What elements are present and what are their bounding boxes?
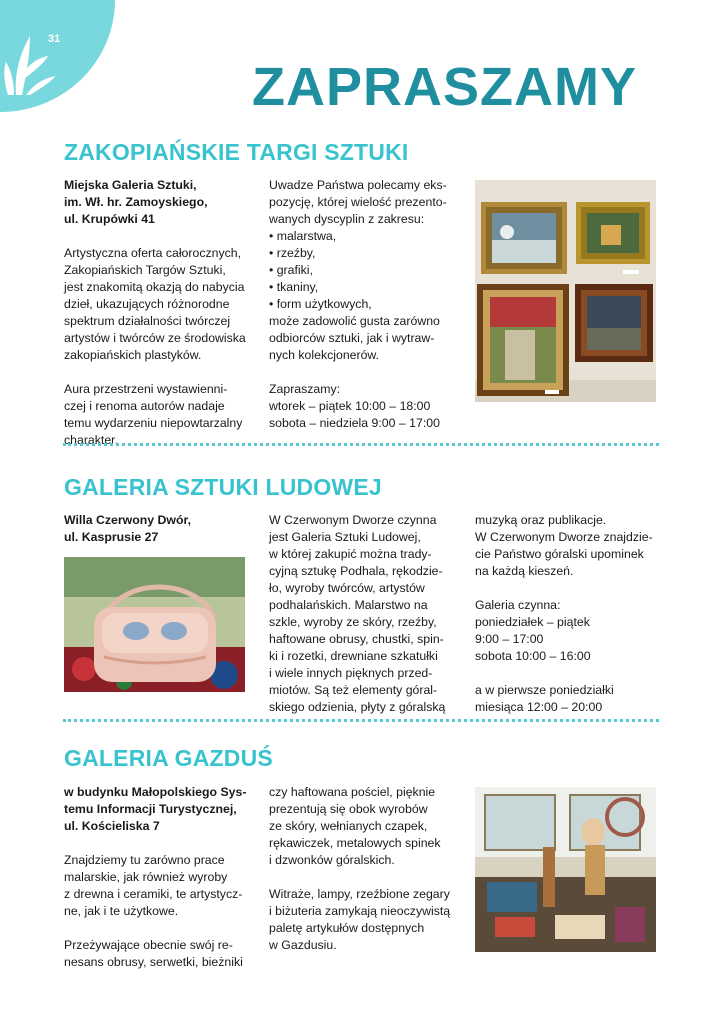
text-line: pozycję, której wielość prezento-: [269, 195, 447, 209]
text-line: zakopiańskich plastyków.: [64, 348, 202, 362]
section-3-column-2: [269, 784, 464, 954]
section-title-galeria-sztuki-ludowej: GALERIA SZTUKI LUDOWEJ: [64, 474, 382, 500]
section-title-galeria-gazdus: GALERIA GAZDUŚ: [64, 745, 273, 771]
text-line: i biżuteria zamykają nieoczywistą: [269, 904, 451, 918]
text-line: w której zakupić można trady-: [269, 547, 432, 561]
text-line: nych kolekcjonerów.: [269, 348, 380, 362]
text-line: cie Państwo góralski upominek: [475, 547, 644, 561]
address-line: ul. Kasprusie 27: [64, 530, 159, 544]
photo-shop-interior: [475, 787, 656, 952]
text-line: haftowane obrusy, chustki, spin-: [269, 632, 444, 646]
address-line: temu Informacji Turystycznej,: [64, 802, 237, 816]
section-3-column-1: [64, 784, 254, 971]
page-number: 31: [48, 33, 61, 45]
text-line: Zapraszamy:: [269, 382, 341, 396]
photo-folk-handbag: [64, 557, 245, 692]
text-line: na każdą kieszeń.: [475, 564, 574, 578]
text-line: dzieł, ukazujących różnorodne: [64, 297, 230, 311]
text-line: w Gazdusiu.: [269, 938, 337, 952]
text-line: W Czerwonym Dworze czynna: [269, 513, 437, 527]
text-line: z drewna i ceramiki, te artystycz-: [64, 887, 243, 901]
opening-hours: miesiąca 12:00 – 20:00: [475, 700, 603, 714]
text-line: ki i rozetki, drewniane szkatułki: [269, 649, 438, 663]
section-2-column-3: [475, 512, 675, 716]
text-line: jest Galeria Sztuki Ludowej,: [269, 530, 421, 544]
list-item: • malarstwa,: [269, 229, 337, 243]
text-line: Znajdziemy tu zarówno prace: [64, 853, 225, 867]
text-line: Witraże, lampy, rzeźbione zegary: [269, 887, 450, 901]
text-line: jest znakomitą okazją do nabycia: [64, 280, 245, 294]
text-line: Artystyczna oferta całorocznych,: [64, 246, 242, 260]
text-line: szkle, wyroby ze skóry, rzeźby,: [269, 615, 437, 629]
section-1-column-1: [64, 177, 254, 449]
address-line: Willa Czerwony Dwór,: [64, 513, 191, 527]
section-2-column-2: [269, 512, 464, 716]
list-item: • tkaniny,: [269, 280, 319, 294]
text-line: ło, wyroby twórców, artystów: [269, 581, 425, 595]
photo-framed-paintings: [475, 180, 656, 402]
text-line: ne, jak i te użytkowe.: [64, 904, 179, 918]
text-line: wanych dyscyplin z zakresu:: [269, 212, 425, 226]
text-line: rękawiczek, metalowych spinek: [269, 836, 441, 850]
text-line: nesans obrusy, serwetki, bieżniki: [64, 955, 243, 969]
opening-hours: sobota 10:00 – 16:00: [475, 649, 591, 663]
address-line: ul. Krupówki 41: [64, 212, 155, 226]
text-line: cyjną sztukę Podhala, rękodzie-: [269, 564, 443, 578]
text-line: malarskie, jak również wyroby: [64, 870, 228, 884]
text-line: Galeria czynna:: [475, 598, 561, 612]
text-line: skiego odzienia, płyty z góralską: [269, 700, 446, 714]
text-line: spektrum działalności twórczej: [64, 314, 231, 328]
text-line: czy haftowana pościel, pięknie: [269, 785, 436, 799]
list-item: • form użytkowych,: [269, 297, 372, 311]
text-line: paletę artykułów dostępnych: [269, 921, 425, 935]
text-line: muzyką oraz publikacje.: [475, 513, 607, 527]
list-item: • grafiki,: [269, 263, 313, 277]
address-line: ul. Kościeliska 7: [64, 819, 160, 833]
list-item: • rzeźby,: [269, 246, 316, 260]
text-line: Aura przestrzeni wystawienni-: [64, 382, 228, 396]
text-line: odbiorców sztuki, jak i wytraw-: [269, 331, 435, 345]
text-line: W Czerwonym Dworze znajdzie-: [475, 530, 653, 544]
dotted-divider: [63, 719, 659, 722]
text-line: Uwadze Państwa polecamy eks-: [269, 178, 447, 192]
text-line: podhalańskich. Malarstwo na: [269, 598, 428, 612]
text-line: może zadowolić gusta zarówno: [269, 314, 440, 328]
opening-hours: sobota – niedziela 9:00 – 17:00: [269, 416, 440, 430]
text-line: i wiele innych pięknych przed-: [269, 666, 433, 680]
text-line: i dzwonków góralskich.: [269, 853, 395, 867]
section-1-column-2: [269, 177, 464, 432]
text-line: ze skóry, wełnianych czapek,: [269, 819, 428, 833]
corner-decoration: [0, 0, 115, 112]
address-line: im. Wł. hr. Zamoyskiego,: [64, 195, 208, 209]
section-title-zakopianskie-targi: ZAKOPIAŃSKIE TARGI SZTUKI: [64, 139, 409, 165]
section-2-column-1: [64, 512, 254, 546]
text-line: a w pierwsze poniedziałki: [475, 683, 614, 697]
page-title: ZAPRASZAMY: [252, 57, 637, 117]
text-line: miotów. Są też elementy góral-: [269, 683, 438, 697]
opening-hours: 9:00 – 17:00: [475, 632, 544, 646]
text-line: Przeżywające obecnie swój re-: [64, 938, 233, 952]
opening-hours: wtorek – piątek 10:00 – 18:00: [269, 399, 431, 413]
text-line: czej i renoma autorów nadaje: [64, 399, 225, 413]
opening-hours: poniedziałek – piątek: [475, 615, 590, 629]
text-line: charakter.: [64, 433, 118, 447]
address-line: w budynku Małopolskiego Sys-: [64, 785, 247, 799]
address-line: Miejska Galeria Sztuki,: [64, 178, 197, 192]
text-line: Zakopiańskich Targów Sztuki,: [64, 263, 226, 277]
text-line: prezentują się obok wyrobów: [269, 802, 428, 816]
dotted-divider: [63, 443, 659, 446]
text-line: artystów i twórców ze środowiska: [64, 331, 246, 345]
text-line: temu wydarzeniu niepowtarzalny: [64, 416, 243, 430]
